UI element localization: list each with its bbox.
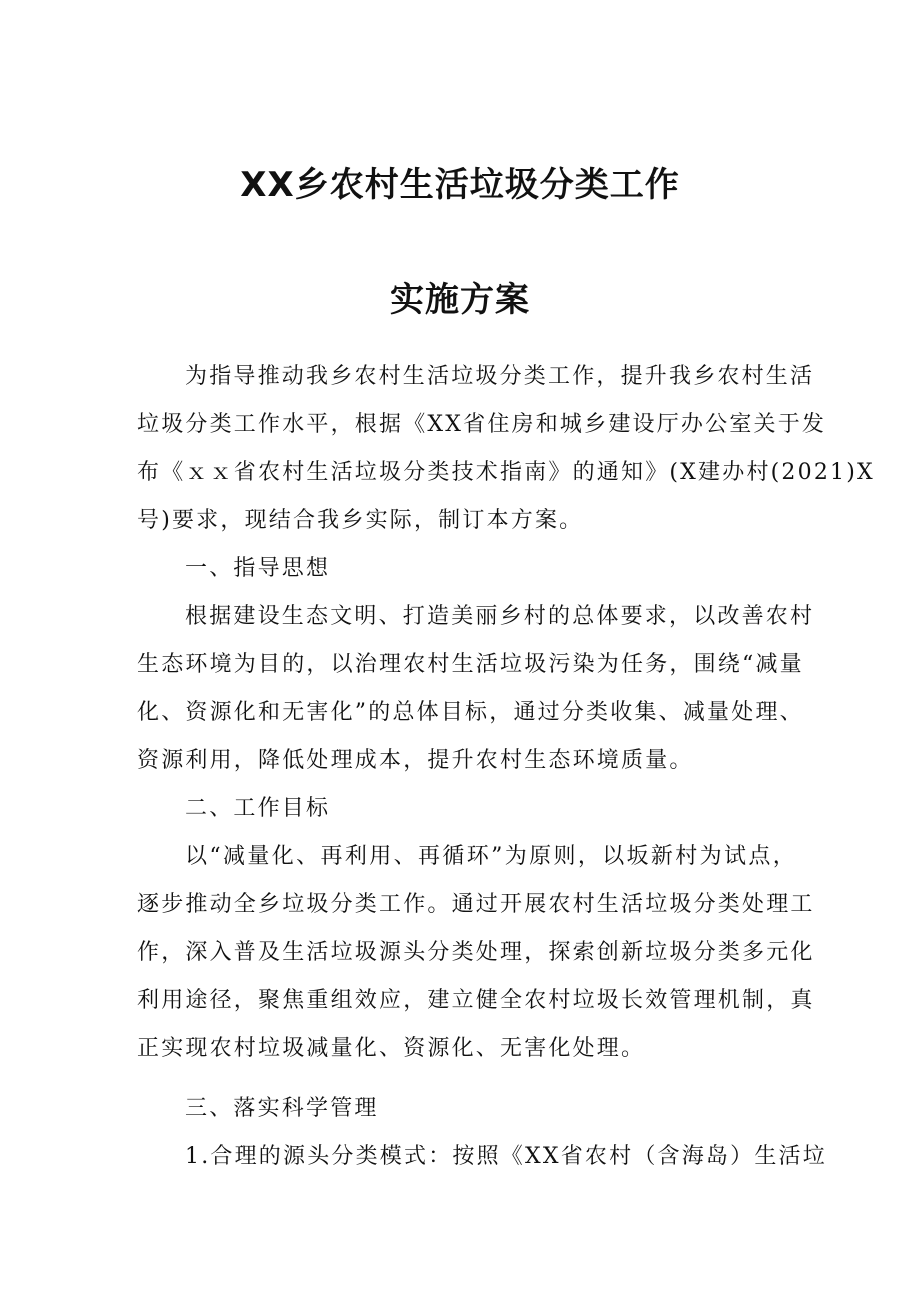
intro-line-1: 为指导推动我乡农村生活垃圾分类工作，提升我乡农村生活 (185, 364, 815, 389)
section2-line-4: 利用途径，聚焦重组效应，建立健全农村垃圾长效管理机制，真 (137, 988, 815, 1013)
section1-line-4: 资源利用，降低处理成本，提升农村生态环境质量。 (137, 748, 694, 773)
section2-line-2: 逐步推动全乡垃圾分类工作。通过开展农村生活垃圾分类处理工 (137, 892, 815, 917)
section2-line-3: 作，深入普及生活垃圾源头分类处理，探索创新垃圾分类多元化 (137, 940, 815, 965)
section3-heading: 三、落实科学管理 (185, 1096, 379, 1121)
section3-item-1: 1.合理的源头分类模式：按照《XX省农村（含海岛）生活垃 (185, 1144, 827, 1169)
section2-heading: 二、工作目标 (185, 796, 331, 821)
section1-line-3: 化、资源化和无害化”的总体目标，通过分类收集、减量处理、 (137, 700, 804, 725)
intro-line-2: 垃圾分类工作水平，根据《XX省住房和城乡建设厅办公室关于发 (137, 412, 827, 437)
document-subtitle: 实施方案 (390, 280, 530, 320)
section1-heading: 一、指导思想 (185, 556, 331, 581)
section1-line-1: 根据建设生态文明、打造美丽乡村的总体要求，以改善农村 (185, 604, 815, 629)
intro-line-3: 布《ｘｘ省农村生活垃圾分类技术指南》的通知》(X建办村(2021)X (137, 460, 875, 485)
section2-line-5: 正实现农村垃圾减量化、资源化、无害化处理。 (137, 1036, 646, 1061)
intro-line-4: 号)要求，现结合我乡实际，制订本方案。 (137, 508, 584, 533)
section1-line-2: 生态环境为目的，以治理农村生活垃圾污染为任务，围绕“减量 (137, 652, 804, 677)
section2-line-1: 以“减量化、再利用、再循环”为原则，以坂新村为试点， (185, 844, 797, 869)
document-title: XX乡农村生活垃圾分类工作 (240, 165, 680, 205)
